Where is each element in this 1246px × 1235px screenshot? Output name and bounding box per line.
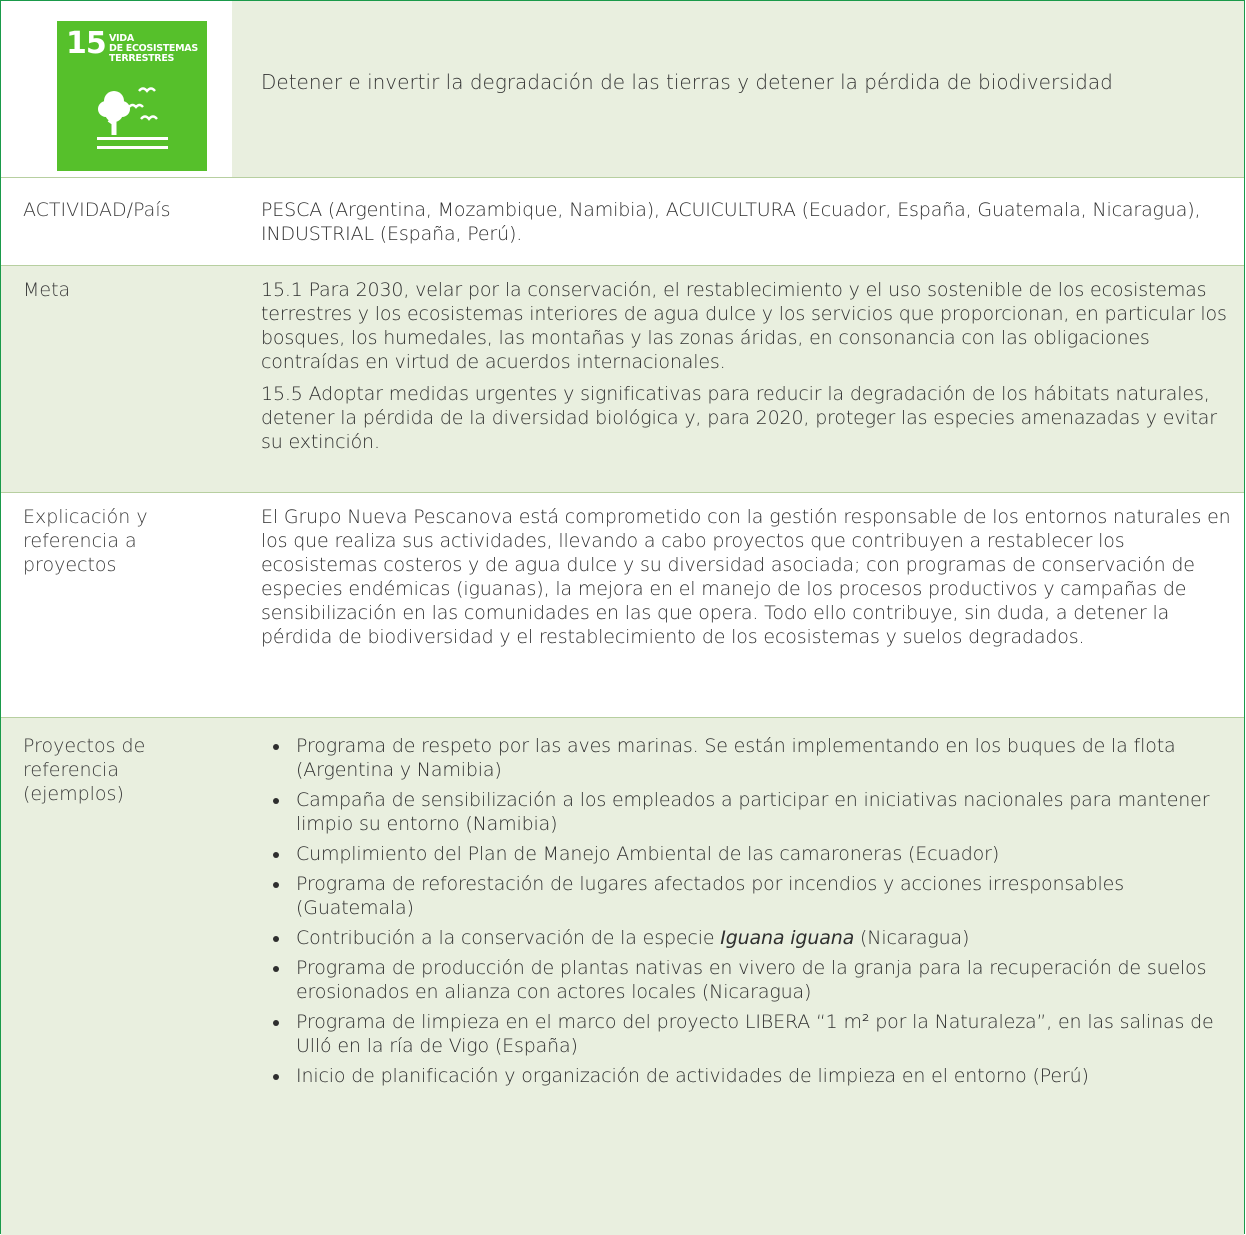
sdg-15-logo [57, 21, 207, 171]
species-name: Iguana iguana [720, 927, 855, 949]
goal-text: Detener e invertir la degradación de las tierras y detener la pérdida de biodiversidad [261, 70, 1113, 94]
meta-content [261, 278, 1236, 454]
sdg-title-line-2: DE ECOSISTEMAS [109, 43, 198, 54]
projects-row [1, 717, 1244, 1235]
list-item: Programa de respeto por las aves marinas. Se están implementando en los buques de la flota (Argentina y Namibia) [263, 734, 1236, 782]
explanation-label: Explicación y referencia a proyectos [23, 506, 148, 576]
projects-content [263, 734, 1236, 1094]
explanation-text: El Grupo Nueva Pescanova está comprometido con la gestión responsable de los entornos naturales en los que realiza sus actividades, llevando a cabo proyectos que contribuyen a restablecer los ecosistemas costeros y de agua dulce y su diversidad asociada; con programas de conservación de especies endémicas (iguanas), la mejora en el manejo de los procesos productivos y campañas de sensibilización en las comunidades en las que opera. Todo ello contribuye, sin duda, a detener la pérdida de biodiversidad y el restablecimiento de los ecosistemas y suelos degradados. [261, 506, 1231, 648]
projects-label: Proyectos de referencia (ejemplos) [23, 735, 146, 805]
meta-row [1, 265, 1244, 492]
meta-paragraph-15-5: 15.5 Adoptar medidas urgentes y significativas para reducir la degradación de los hábitats naturales, detener la pérdida de la diversidad biológica y, para 2020, proteger las especies amenazadas y evitar su extinción. [261, 383, 1217, 453]
sdg-title-line-3: TERRESTRES [109, 53, 175, 64]
list-item-iguana [263, 926, 1236, 950]
activity-label: ACTIVIDAD/País [23, 199, 171, 221]
sdg-title-line-1: VIDA [109, 33, 134, 44]
iguana-text-before: Contribución a la conservación de la especie [296, 927, 721, 949]
list-item: Campaña de sensibilización a los empleados a participar en iniciativas nacionales para mantener limpio su entorno (Namibia) [263, 788, 1236, 836]
sdg-number: 15 [66, 26, 106, 61]
meta-paragraph-15-1: 15.1 Para 2030, velar por la conservación, el restablecimiento y el uso sostenible de los ecosistemas terrestres y los ecosistemas interiores de agua dulce y los servicios que proporcionan, en particular los bosques, los humedales, las montañas y las zonas áridas, en consonancia con las obligaciones contraídas en virtud de acuerdos internacionales. [261, 279, 1227, 373]
list-item: Programa de limpieza en el marco del proyecto LIBERA “1 m² por la Naturaleza”, en las salinas de Ulló en la ría de Vigo (España) [263, 1010, 1236, 1058]
list-item: Programa de reforestación de lugares afectados por incendios y acciones irresponsables (Guatemala) [263, 872, 1236, 920]
projects-list [263, 734, 1236, 1088]
iguana-text-after: (Nicaragua) [854, 927, 970, 949]
sdg-title [109, 34, 201, 64]
list-item: Inicio de planificación y organización de actividades de limpieza en el entorno (Perú) [263, 1064, 1236, 1088]
activity-text: PESCA (Argentina, Mozambique, Namibia), ACUICULTURA (Ecuador, España, Guatemala, Nicaragua), INDUSTRIAL (España, Perú). [261, 199, 1201, 245]
header-row [1, 1, 1244, 177]
list-item: Programa de producción de plantas nativas en vivero de la granja para la recuperación de suelos erosionados en alianza con actores locales (Nicaragua) [263, 956, 1236, 1004]
tree-and-birds-icon [95, 81, 175, 159]
activity-row [1, 177, 1244, 265]
list-item: Cumplimiento del Plan de Manejo Ambiental de las camaroneras (Ecuador) [263, 842, 1236, 866]
meta-label: Meta [23, 279, 71, 301]
explanation-row [1, 492, 1244, 717]
